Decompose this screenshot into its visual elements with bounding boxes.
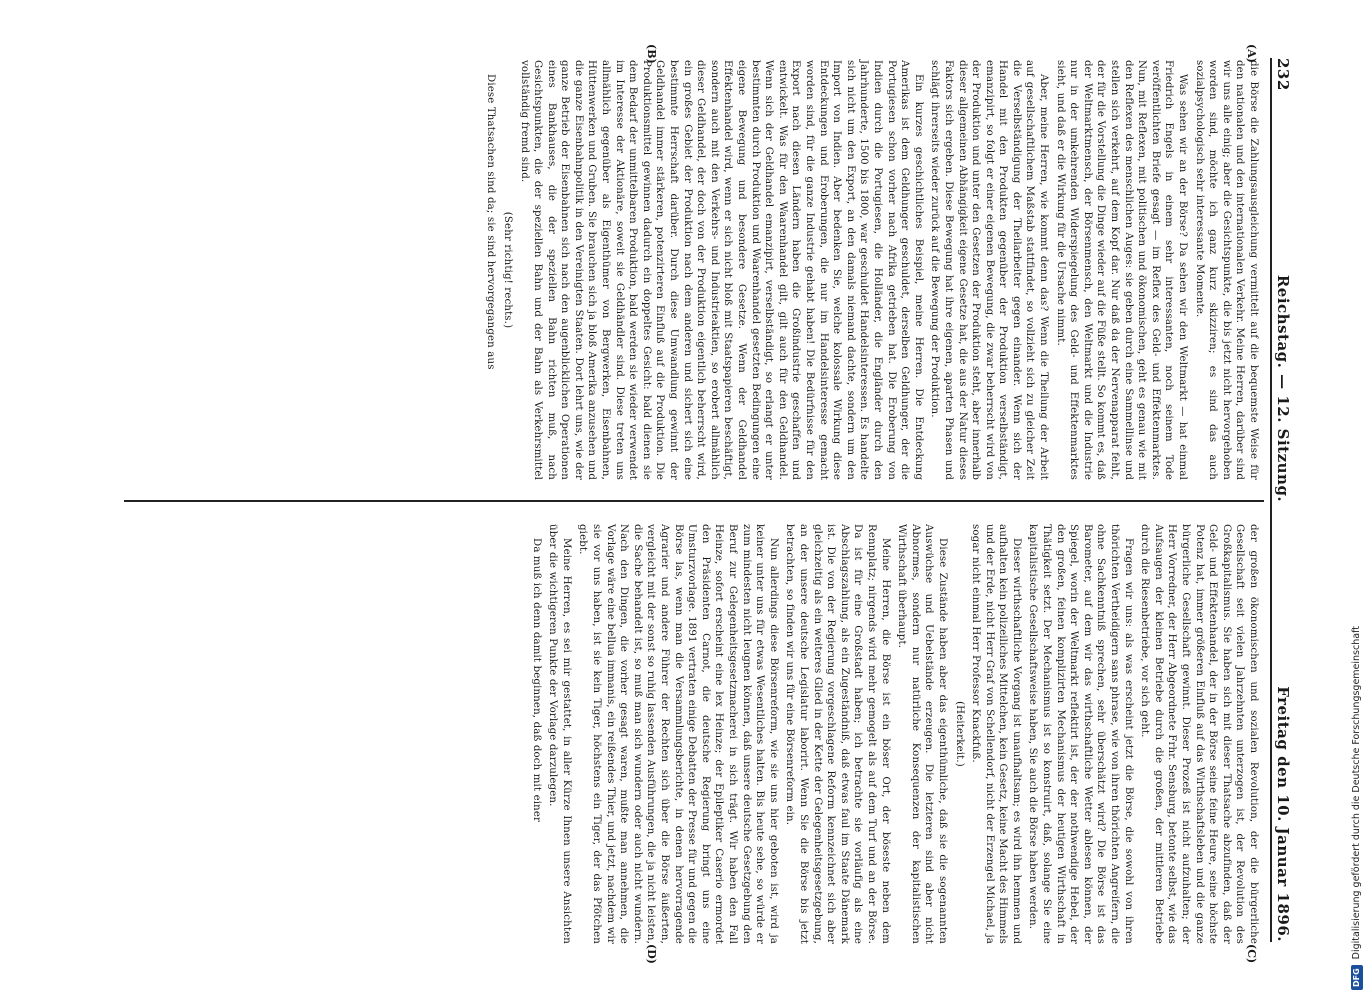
margin-marker-d: (D) [645, 944, 658, 964]
newspaper-page [8, 0, 1298, 1000]
right-column [140, 524, 1260, 944]
left-column [140, 60, 1260, 480]
paragraph: Nun allerdings diese Börsenreform, wie sie uns hier geboten ist, wird ja keiner unter uns für etwas Wesentliches halten. Bis heute sehe, so würde er zum mindesten nicht leugnen können, daß unsere deutsche Gesetzgebung den Beruf zur Gelegenheitsgesetzmacherei in sich trägt. Wir haben den Fall Heinze, sofort erscheint eine lex Heinze; der Epileptiker Caserio ermordet den Präsidenten Carnot, die deutsche Regierung bringt uns eine Umsturzvorlage. 1891 vertraten einige Debatten der Presse für und gegen die Börse las, wenn man die Versammlungsberichte, in denen hervorragende Agrarier und andere Führer der Rechten sich über die Börse äußerten, vergleicht mit der sonst so ruhig lassenden Ausführungen, die ja nicht leisten, die Sache behandelt ist, so muß man sich wundern oder auch nicht wundern. Nach den Dingen, die vorher gesagt waren, mußte man annehmen, die Vorlage wäre eine bellua immanis, ein reißendes Thier, und jetzt, nachdem wir sie vor uns haben, ist sie kein Tiger, höchstens ein Tiger, der das Pfötchen giebt. [577, 524, 779, 944]
page-number: 232 [1274, 58, 1292, 91]
digitization-credit [1330, 0, 1362, 1000]
paragraph: Dieser wirthschaftliche Vorgang ist unaufhaltsam; es wird ihn hemmen und aufhalten kein polizeiliches Mittelchen, kein Gesetz, keine Macht des Himmels und der Erde, nicht Herr Graf von Schellendorf, nicht der Erzengel Michael, ja sogar nicht einmal Herr Professor Knackfuß. [970, 524, 1022, 944]
paragraph: Ein kurzes geschichtliches Beispiel, meine Herren. Die Entdeckung Amerikas ist dem Geldhunger geschuldet, derselben Geldhunger, der die Portugiesen schon vorher nach Afrika getrieben hat. Die Eroberung von Indien durch die Portugiesen, die Holländer, die Engländer durch den Jahrhunderte, 1500 bis 1800, war geschuldet Handelsinteressen. Es handelte sich nicht um den Export, an den damals niemand dachte, sondern um den Import von Indien. Aber bedenken Sie, welche kolossale Wirkung diese Entdeckungen und Eroberungen, die nur im Handelsinteresse gemacht worden sind, für die ganze Industrie gehabt haben! Die Bedürfnisse für den Export nach diesen Ländern haben die Großindustrie geschaffen und entwickelt. Was für den Waarenhandel gilt, gilt auch für den Geldhandel. Wenn sich der Geldhandel emanzipirt, verselbständigt, so erlangt er unter bestimmten durch Produktion und Waarenhandel gesetzten Bedingungen eine eigene Bewegung und besondere Gesetze. Wenn der Geldhandel Effektenhandel wird, wenn er sich nicht bloß mit Staatspapieren beschäftigt, sondern auch mit den Verkehrs- und Industrieaktien, so erobert allmählich dieser Geldhandel, der doch von der Produktion eigentlich beherrscht wird, ein großes Gebiet der Produktion nach dem anderen und sichert sich eine bestimmte Herrschaft darüber. Durch diese Umwandlung gewinnt der Geldhandel immer stärkeren, potenzirteren Einfluß auf die Produktion. Die Produktionsmittel gewinnen dadurch ein doppeltes Gesicht: bald dienen sie dem Bedarf der unmittelbaren Produktion, bald werden sie wieder verwendet im Interesse der Aktionäre, soweit sie Geldhändler sind. Diese treten uns allmählich gegenüber als Eigenthümer von Bergwerken, Eisenbahnen, Hüttenwerken und Gruben. Sie brauchen sich ja bloß Amerika anzusehen und die ganze Eisenbahnpolitik in den Vereinigten Staaten. Dort lehrt uns, wie der ganze Betrieb der Eisenbahnen sich nach den augenblicklichen Operationen eines Bankhauses, die der speziellen Bahn richten muß, nach Gesichtspunkten, die der speziellen Bahn und der Bahn als Verkehrsmittel vollständig fremd sind. [518, 60, 924, 480]
paragraph: Meine Herren, es sei mir gestattet, in aller Kürze Ihnen unsere Ansichten über die wichtigeren Punkte der Vorlage darzulegen. [547, 524, 572, 944]
applause-note: (Heiterkeit.) [953, 701, 965, 767]
credit-text: Digitalisierung gefördert durch die Deutsche Forschungsgemeinschaft [1351, 626, 1362, 960]
session-date: Freitag den 10. Januar 1896. [1274, 686, 1292, 942]
margin-marker-b: (B) [645, 44, 658, 64]
paragraph: die Börse die Zahlungsausgleichung vermittelt auf die bequemste Weise für den nationalen und den internationalen Verkehr. Meine Herren, darüber sind wir uns alle einig; aber die Gesichtspunkte, die bis jetzt nicht hervorgehoben worden sind, möchte ich ganz kurz skizziren; es sind das auch sozialpsychologisch sehr interessante Momente. [1193, 60, 1259, 480]
column-divider [124, 500, 1264, 502]
page-header [1270, 58, 1294, 942]
paragraph: Aber, meine Herren, wie kommt denn das? Wenn die Theilung der Arbeit auf gesellschaftlichem Maßstab stattfindet, so vollzieht sich zu gleicher Zeit die Verselbständigung der Theilarbeiter gegen einander. Wenn sich der Handel mit den Produkten gegenüber der Produktion verselbständigt, emanzipirt, so folgt er einer eigenen Bewegung, die zwar beherrscht wird von der Produktion und unter den Gesetzen der Produktion steht, aber innerhalb dieser allgemeinen Abhängigkeit eigene Gesetze hat, die aus der Natur dieses Faktors sich ergeben. Diese Bewegung hat ihre eigenen, aparten Phasen und schlägt ihrerseits wieder zurück auf die Bewegung der Produktion. [929, 60, 1050, 480]
paragraph: Meine Herren, die Börse ist ein böser Ort, der böseste neben dem Rennplatz; nirgends wird mehr gemogelt als auf dem Turf und an der Börse. Da ist für eine Großstadt haben; ich betrachte sie vorläufig als eine Abschlagszahlung, als ein Zugeständniß, daß etwas faul im Staate Dänemark ist. Die von der Regierung vorgeschlagene Reform kennzeichnet sich aber gleichzeitig als ein weiteres Glied in der Kette der Gelegenheitsgesetzgebung, an der unsere deutsche Legislatur laborirt. Wenn Sie die Börse bis jetzt betrachten, so finden wir uns für eine Börsenreform ein. [784, 524, 891, 944]
paragraph: der großen ökonomischen und sozialen Revolution, der die bürgerliche Gesellschaft seit vielen Jahrzehnten unterzogen ist, der Revolution des Großkapitalismus. Sie haben sich mit dieser Thatsache abzufinden, daß der Geld- und Effektenhandel, der in der Börse seine feine Heure, seine höchste Potenz hat, immer größeren Einfluß auf das Wirthschaftsleben und die ganze bürgerliche Gesellschaft gewinnt. Dieser Prozeß ist nicht aufzuhalten; der Herr Vorredner, der Herr Abgeordnete Frhr. Sensburg, betonte selbst, wie das Aufsaugen der kleinen Betriebe durch die großen, der mittleren Betriebe durch die Riesenbetriebe, vor sich geht. [1139, 524, 1259, 944]
paragraph: Diese Thatsachen sind da; sie sind hervorgegangen aus [485, 74, 497, 370]
margin-marker-a: (A) [1245, 44, 1258, 63]
applause-note: (Sehr richtig! rechts.) [501, 211, 513, 329]
session-title: Reichstag. — 12. Sitzung. [1274, 274, 1292, 503]
paragraph: Was sehen wir an der Börse? Da sehen wir den Weltmarkt — hat einmal Friedrich Engels in einem sehr interessanten, noch seinem Tode veröffentlichten Briefe gesagt — im Reflex des Geld- und Effektenmarktes. Nun, mit Reflexen, mit politischen und ökonomischen, geht es genau wie mit den Reflexen des menschlichen Auges: sie geben durch eine Sammellinse und stellen sich verkehrt, auf dem Kopf dar. Nur daß da der Nervenapparat fehlt, der für die Vorstellung die Dinge wieder auf die Füße stellt. So kommt es, daß der Weltmarktmensch, der Börsenmensch, den Weltmarkt und die Industrie nur in der umkehrenden Widerspiegelung des Geld- und Effektenmarktes sieht, und daß er die Wirkung für die Ursache nimmt. [1054, 60, 1189, 480]
paragraph: Fragen wir uns: als was erscheint jetzt die Börse, die sowohl von ihren thörichten Vertheidigern sans phrase, wie von ihren thörichten Angreifern, die ohne Sachkenntniß sprechen, sehr überschätzt wird? Die Börse ist das Barometer, auf dem wir das wirthschaftliche Wetter ablesen können, der Spiegel, worin der Weltmarkt reflektirt ist, der der nothwendige Hebel, der den großen, feinen komplizirten Mechanismus der heutigen Wirthschaft in Thätigkeit setzt. Der Mechanismus ist so konstruirt, daß, solange Sie eine kapitalistische Gesellschaftsweise haben, Sie auch die Börse haben werden. [1027, 524, 1134, 944]
paragraph: Diese Zustände haben aber das eigenthümliche, daß sie die sogenannten Auswüchse und Uebelstände erzeugen. Die letzteren sind aber nicht Abnormes, sondern nur natürliche Konsequenzen der kapitalistischen Wirthschaft überhaupt. [896, 524, 948, 944]
margin-marker-c: (C) [1245, 944, 1258, 964]
paragraph: Da muß ich denn damit beginnen, daß doch mit einer [530, 538, 542, 823]
dfg-logo-icon: DFG [1351, 965, 1363, 990]
